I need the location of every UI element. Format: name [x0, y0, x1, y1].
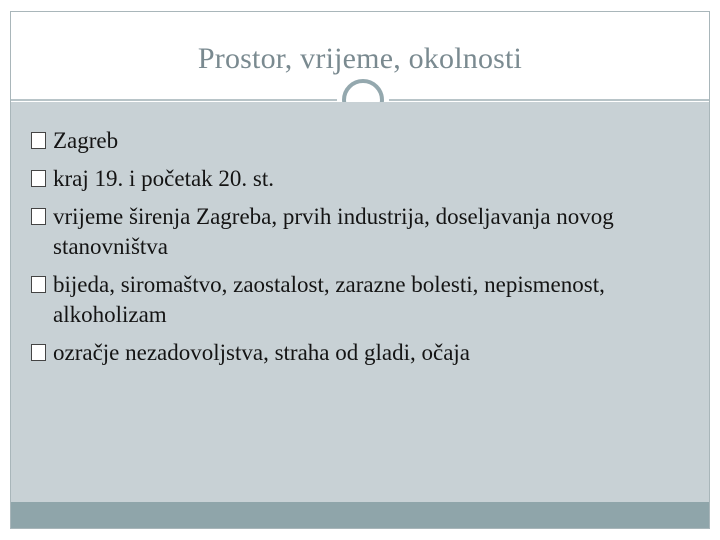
- bullet-text: bijeda, siromaštvo, zaostalost, zarazne bolesti, nepismenost, alkoholizam: [53, 272, 605, 327]
- bullet-box-icon: [31, 132, 46, 149]
- bullet-item: [31, 126, 691, 156]
- bullet-box-icon: [31, 170, 46, 187]
- footer-bar: [11, 502, 709, 528]
- bullet-text: kraj 19. i početak 20. st.: [53, 166, 275, 191]
- bullet-box-icon: [31, 344, 46, 361]
- content-area: [11, 102, 709, 502]
- bullet-item: [31, 338, 691, 368]
- bullet-box-icon: [31, 208, 46, 225]
- bullet-item: [31, 202, 691, 262]
- bullet-text: Zagreb: [53, 128, 119, 153]
- bullet-text: vrijeme širenja Zagreba, prvih industrija, doseljavanja novog stanovništva: [53, 204, 614, 259]
- slide-title: Prostor, vrijeme, okolnosti: [197, 42, 523, 75]
- bullet-item: [31, 270, 691, 330]
- slide: [10, 11, 710, 529]
- bullet-list: [31, 126, 691, 376]
- bullet-item: [31, 164, 691, 194]
- bullet-text: ozračje nezadovoljstva, straha od gladi, očaja: [53, 340, 471, 365]
- bullet-box-icon: [31, 276, 46, 293]
